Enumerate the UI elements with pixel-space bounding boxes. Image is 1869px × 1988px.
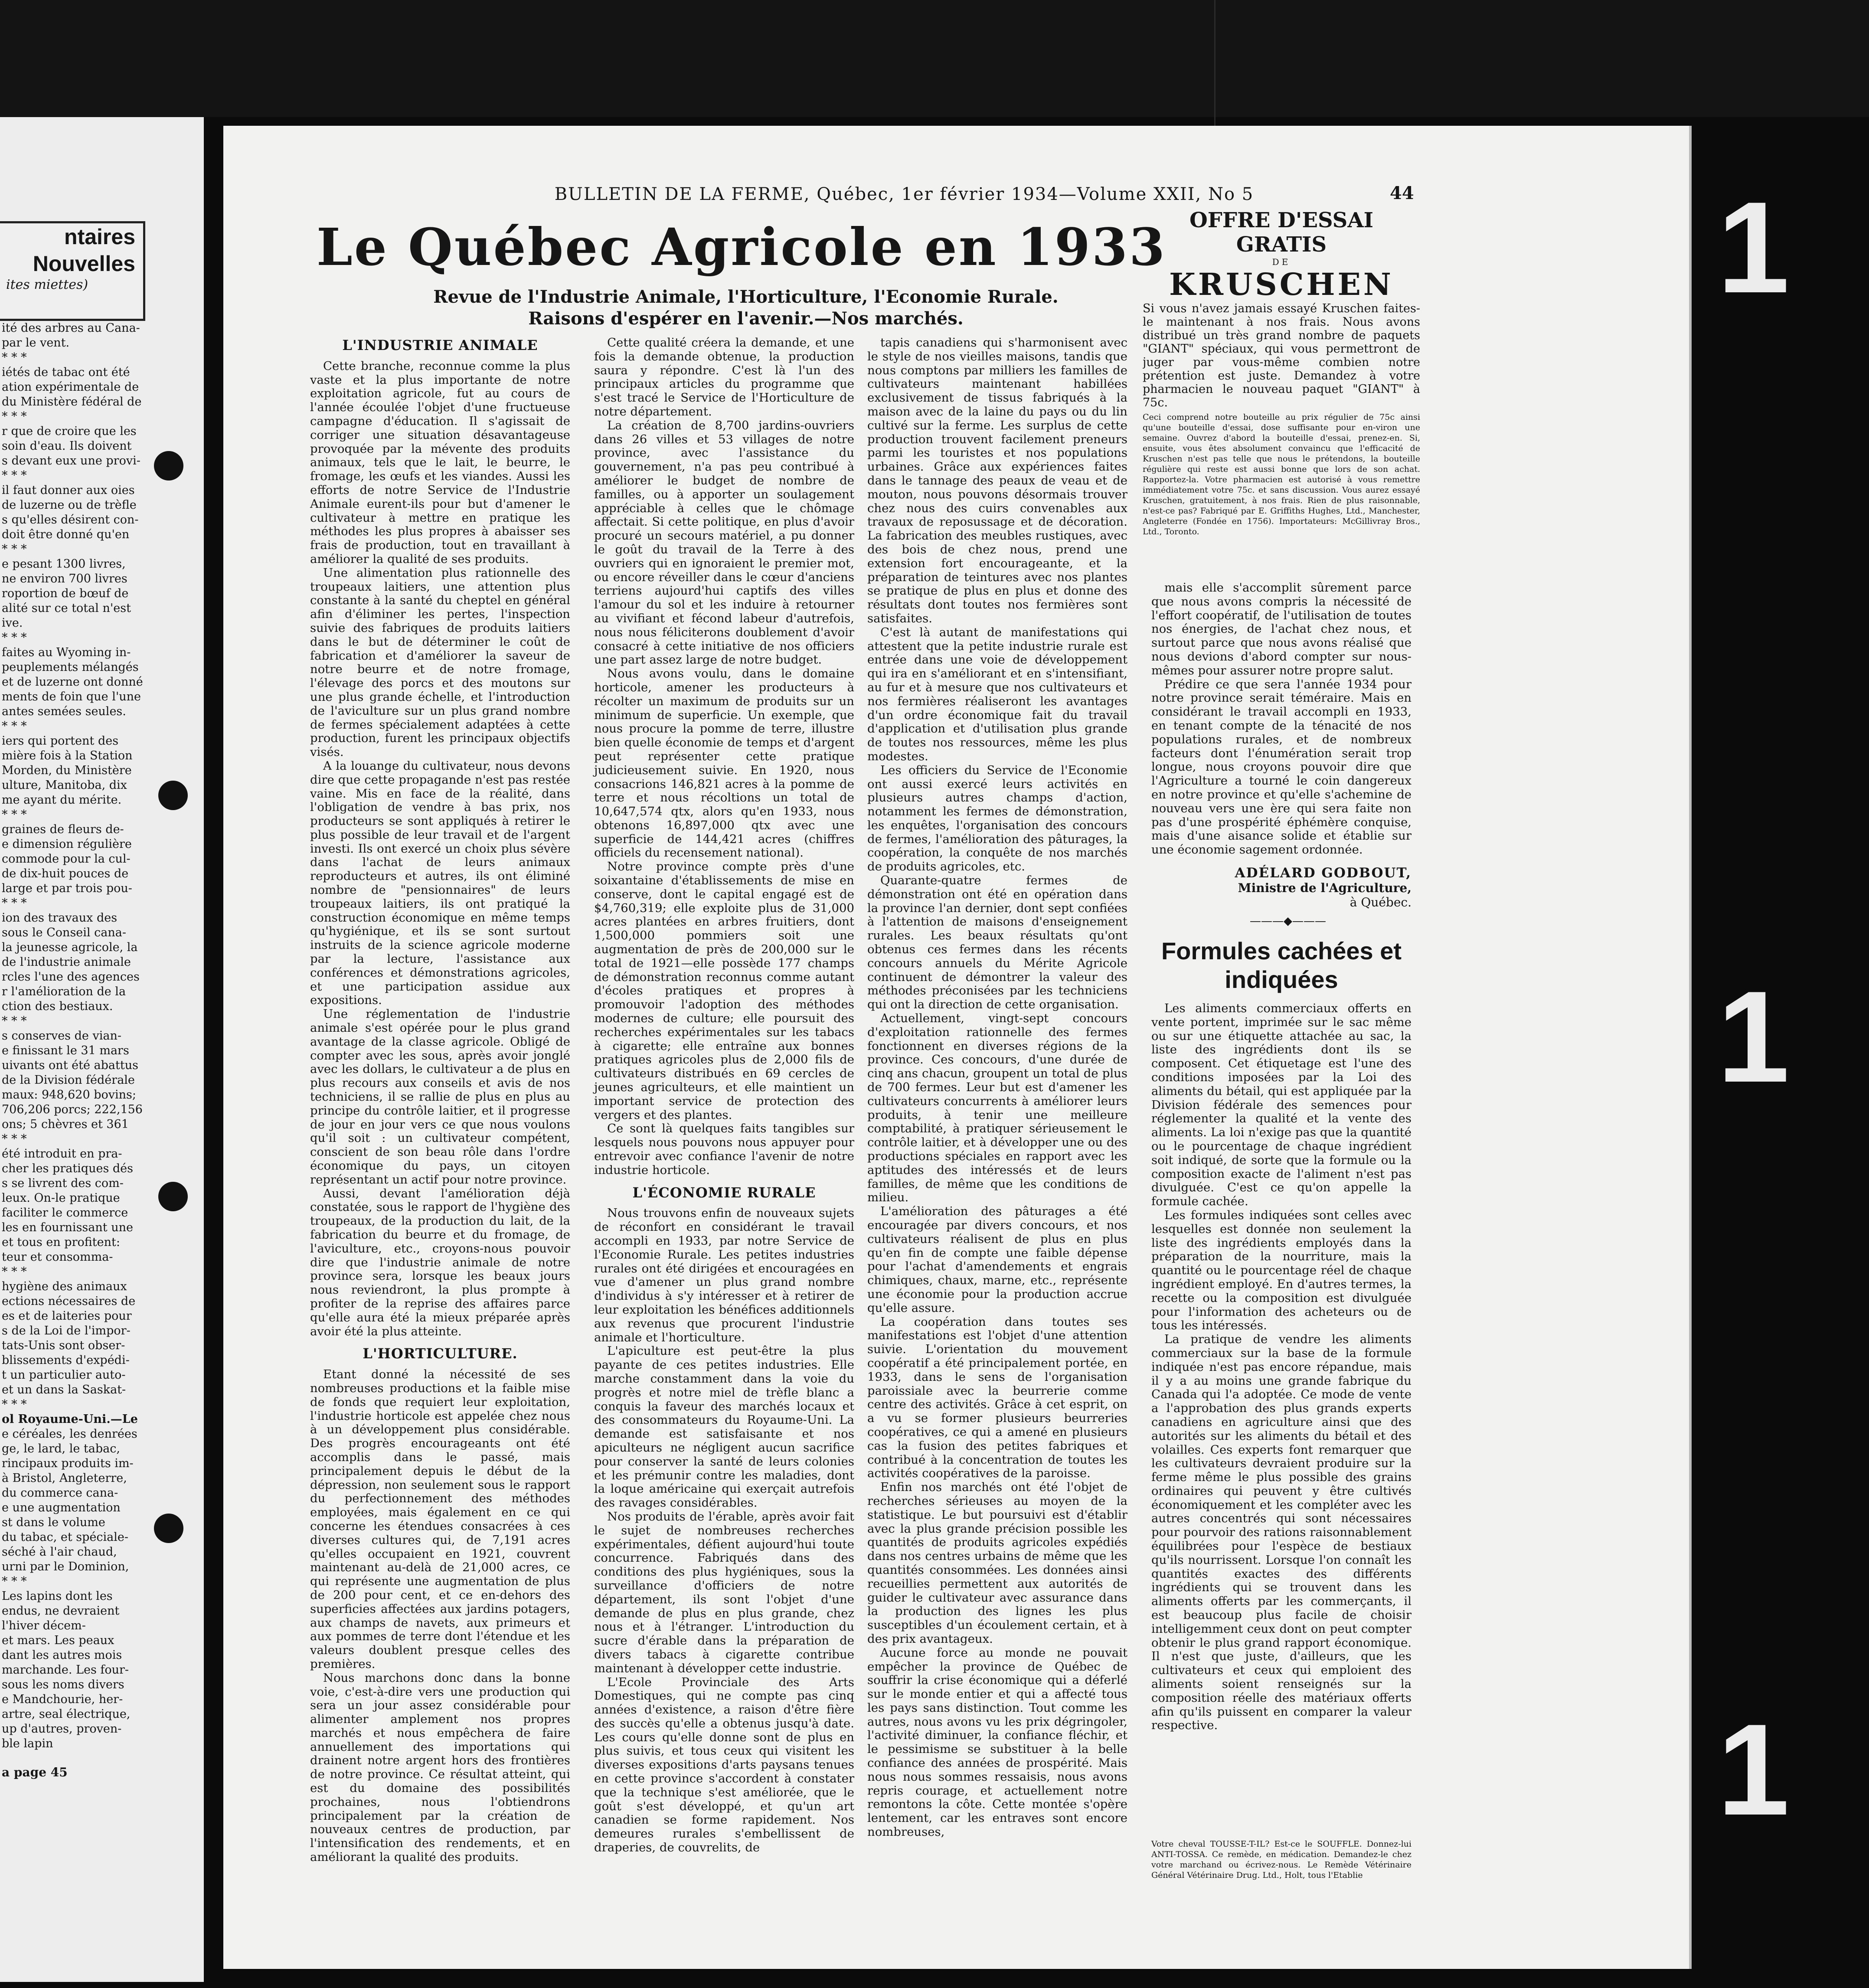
- left-page-line: à Bristol, Angleterre,: [2, 1471, 127, 1485]
- subtitle-line: Raisons d'espérer en l'avenir.—Nos marchés.: [528, 308, 964, 329]
- left-page-line: de luzerne ou de trèfle: [2, 498, 137, 512]
- paragraph: Quarante-quatre fermes de démonstration ont été en opération dans la province l'an dernier, dont sept confiées à l'attention de maisons d'enseignement rurales. Les beaux résultats qu'ont obtenus ces fermes dans les récents concours annuels du Mérite Agricole continuent de démontrer la valeur des méthodes préconisées par les techniciens qui ont la direction de cette organisation.: [867, 873, 1127, 1012]
- left-page-line: e dimension régulière: [2, 837, 132, 851]
- punch-hole: [154, 1514, 183, 1543]
- left-page-line: uivants ont été abattus: [2, 1059, 138, 1072]
- left-page-line: alité sur ce total n'est: [2, 602, 131, 615]
- left-page-line: t un particulier auto-: [2, 1368, 126, 1382]
- left-page-line: ons; 5 chèvres et 361: [2, 1118, 129, 1131]
- margin-mark: 1: [1717, 174, 1790, 320]
- left-page-line: rincipaux produits im-: [2, 1457, 134, 1470]
- left-page-line: e une augmentation: [2, 1501, 121, 1514]
- left-page-line: r l'amélioration de la: [2, 985, 126, 998]
- left-page-line: ité des arbres au Cana-: [2, 321, 140, 335]
- left-page-line: large et par trois pou-: [2, 882, 132, 895]
- paragraph: La pratique de vendre les aliments commerciaux sur la base de la formule indiquée n'est pas encore répandue, mais il y a au moins une grande fabrique du Canada qui l'a adoptée. Ce mode de vente a l'approbation des plus grands experts canadiens en agriculture ainsi que des autorités sur les aliments du bétail et des volailles. Ces experts font remarquer que les cultivateurs devraient produire sur la ferme même le plus possible des grains ordinaires qui peuvent y être cultivés économiquement et les compléter avec les autres concentrés qui sont nécessaires pour pourvoir des rations raisonnablement équilibrées pour l'espèce de bestiaux qu'ils nourrissent. Lorsque l'on connaît les quantités exactes des différents ingrédients qui se trouvent dans les aliments offerts par les commerçants, il est beaucoup plus facile de choisir intelligemment ceux dont on peut compter obtenir le plus grand rapport économique. Il n'est que juste, d'ailleurs, que les cultivateurs et ceux qui emploient des aliments soient renseignés sur la composition réelle des matériaux offerts afin qu'ils puissent en comparer la valeur respective.: [1151, 1332, 1412, 1733]
- paragraph: Etant donné la nécessité de ses nombreuses productions et la faible mise de fonds que requiert leur exploitation, l'industrie horticole est appelée chez nous à un développement plus considérable. Des progrès encourageants ont été accomplis dans le passé, mais principalement depuis le début de la dépression, non seulement sous le rapport du perfectionnement des méthodes employées, mais également en ce qui concerne les étendues consacrées à ces diverses cultures qui, de 7,191 acres qu'elles occupaient en 1921, couvrent maintenant au-delà de 21,000 acres, ce qui représente une augmentation de plus de 200 pour cent, et ce en-dehors des superficies affectées aux jardins potagers, aux champs de navets, aux primeurs et aux pommes de terre dont l'étendue et les valeurs doublent presque celles des premières.: [310, 1367, 570, 1671]
- left-page-line: ol Royaume-Uni.—Le: [2, 1413, 138, 1426]
- left-page-line: * * *: [2, 896, 27, 910]
- col2-paragraphs: [594, 336, 854, 1177]
- col3-paragraphs: [867, 336, 1127, 1839]
- signature-role: Ministre de l'Agriculture,: [1238, 881, 1412, 895]
- left-page-line: e Mandchourie, her-: [2, 1693, 123, 1706]
- article-column-2: [594, 336, 854, 1855]
- article-conclusion: [1151, 581, 1412, 857]
- ad-brand: KRUSCHEN: [1169, 266, 1394, 302]
- punch-hole: [154, 451, 183, 481]
- left-page-line: s se livrent des com-: [2, 1177, 124, 1190]
- paragraph: Aussi, devant l'amélioration déjà constatée, sous le rapport de l'hygiène des troupeaux, de la production du lait, de la fabrication du beurre et du fromage, de l'aviculture, etc., croyons-nous pouvoir dire que l'industrie animale de notre province sera, lorsque les beaux jours nous reviendront, la plus prompte à profiter de la reprise des affaires parce qu'elle aura été la mieux préparée après avoir été la plus atteinte.: [310, 1186, 570, 1338]
- left-page-line: es et de laiteries pour: [2, 1309, 132, 1323]
- left-page-line: * * *: [2, 1132, 27, 1146]
- left-page-heading-2: Nouvelles: [33, 252, 135, 276]
- left-page-line: et de luzerne ont donné: [2, 675, 143, 689]
- left-page-line: artre, seal électrique,: [2, 1707, 131, 1721]
- margin-mark: 1: [1717, 1697, 1790, 1842]
- left-page-column: [0, 321, 152, 1751]
- left-page-line: s qu'elles désirent con-: [2, 513, 139, 526]
- left-page-line: ments de foin que l'une: [2, 690, 141, 703]
- left-page-line: * * *: [2, 351, 27, 364]
- left-page-line: up d'autres, proven-: [2, 1722, 122, 1736]
- paragraph: Notre province compte près d'une soixantaine d'établissements de mise en conserve, dont le capital engagé est de $4,760,319; elle exploite plus de 31,000 acres plantées en arbres fruitiers, dont 1,500,000 pommiers soit une augmentation de près de 200,000 sur le total de 1921—elle possède 177 champs de démonstration reconnus comme autant d'écoles pratiques et propres à promouvoir l'adoption des méthodes modernes de culture; elle poursuit des recherches expérimentales sur les tabacs à cigarette; elle entraîne aux bonnes pratiques agricoles plus de 2,000 fils de cultivateurs distribués en 69 cercles de jeunes agriculteurs, et elle maintient un important service de protection des vergers et des plantes.: [594, 860, 854, 1122]
- left-page-line: du tabac, et spéciale-: [2, 1530, 128, 1544]
- left-page-line: Morden, du Ministère: [2, 764, 132, 777]
- section-heading-industrie: L'INDUSTRIE ANIMALE: [342, 337, 538, 353]
- left-page-line: il faut donner aux oies: [2, 484, 135, 497]
- left-page-line: rcles l'une des agences: [2, 970, 140, 984]
- left-page-line: * * *: [2, 719, 27, 733]
- paragraph: Les aliments commerciaux offerts en vente portent, imprimée sur le sac même ou sur une étiquette attachée au sac, la liste des ingrédients dont ils se composent. Cet étiquetage est l'une des conditions imposées par la Loi des aliments du bétail, qui est appliquée par la Division fédérale des semences pour réglementer la qualité et la vente des aliments. La loi n'exige pas que la quantité ou le pourcentage de chaque ingrédient soit indiqué, de sorte que la formule ou la composition exacte de l'aliment n'est pas divulguée. C'est ce qu'on appelle la formule cachée.: [1151, 1001, 1412, 1209]
- left-page-line: iétés de tabac ont été: [2, 366, 130, 379]
- paragraph: La coopération dans toutes ses manifestations est l'objet d'une attention suivie. L'orientation du mouvement coopératif a été principalement portée, en 1933, dans le sens de l'organisation paroissiale avec la beurrerie comme centre des activités. Grâce à cet esprit, on a vu se former plusieurs beurreries coopératives, ce qui a amené en plusieurs cas la fusion des petites fabriques et contribué à la concentration de toutes les activités coopératives de la paroisse.: [867, 1314, 1127, 1481]
- article-column-3: [867, 336, 1127, 1839]
- left-page-line: peuplements mélangés: [2, 660, 139, 674]
- paragraph: L'apiculture est peut-être la plus payante de ces petites industries. Elle marche constamment dans la voie du progrès et notre miel de trèfle blanc a conquis la faveur des marchés locaux et des consommateurs du Royaume-Uni. La demande est satisfaisante et nos apiculteurs ne négligent aucun sacrifice pour conserver la santé de leurs colonies et les prémunir contre les maladies, dont la loque américaine qui exerçait autrefois des ravages considérables.: [594, 1344, 854, 1510]
- left-page-line: doit être donné qu'en: [2, 528, 130, 541]
- left-page-line: de dix-huit pouces de: [2, 867, 129, 880]
- left-page-heading-1: ntaires: [64, 225, 135, 249]
- left-page-line: et mars. Les peaux: [2, 1634, 114, 1647]
- left-page-line: * * *: [2, 808, 27, 821]
- left-page-line: de la Division fédérale: [2, 1073, 135, 1087]
- left-page-line: par le vent.: [2, 336, 70, 350]
- left-page-line: * * *: [2, 1014, 27, 1028]
- left-page-heading-sub: ites miettes): [6, 277, 88, 292]
- ad-fine-print: Ceci comprend notre bouteille au prix régulier de 75c ainsi qu'une bouteille d'essai, dose suffisante pour en-viron une semaine. Ouvrez d'abord la bouteille d'essai, prenez-en. Si, ensuite, vous êtes absolument convaincu que l'efficacité de Kruschen n'est pas telle que nous le prétendons, la bouteille régulière qui reste est aussi bonne que lors de son achat. Rapportez-la. Votre pharmacien est autorisé à vous remettre immédiatement votre 75c. et sans discussion. Vous aurez essayé Kruschen, gratuitement, à nos frais. Rien de plus raisonnable, n'est-ce pas? Fabriqué par E. Griffiths Hughes, Ltd., Manchester, Angleterre (Fondée en 1756). Importateurs: McGillivray Bros., Ltd., Toronto.: [1143, 412, 1420, 536]
- left-page-line: tats-Unis sont obser-: [2, 1339, 125, 1352]
- left-page-line: la jeunesse agricole, la: [2, 941, 138, 954]
- punch-hole: [158, 1182, 188, 1211]
- left-page-line: blissements d'expédi-: [2, 1354, 130, 1367]
- section-heading-horticulture: L'HORTICULTURE.: [363, 1345, 518, 1362]
- left-page-line: urni par le Dominion,: [2, 1560, 129, 1573]
- article-subtitle: [410, 286, 1082, 330]
- paragraph: tapis canadiens qui s'harmonisent avec le style de nos vieilles maisons, tandis que nous comptons par milliers les familles de cultivateurs maintenant habillées exclusivement de tissus fabriqués à la maison avec de la laine du pays ou du lin cultivé sur la ferme. Les surplus de cette production trouvent facilement preneurs parmi les touristes et nos populations urbaines. Grâce aux expériences faites dans le tannage des peaux de veau et de mouton, nous pouvons désormais trouver chez nous des cuirs convenables aux travaux de reposussage et de décoration. La fabrication des meubles rustiques, avec des bois de chez nous, prend une extension fort encourageante, et la préparation de teintures avec nos plantes se pratique de plus en plus et donne des résultats dont toutes nos fermières sont satisfaites.: [867, 336, 1127, 625]
- left-page-line: ion des travaux des: [2, 911, 118, 925]
- article-column-1: [310, 336, 570, 1864]
- paragraph: Cette qualité créera la demande, et une fois la demande obtenue, la production saura y répondre. C'est là l'un des principaux articles du programme que s'est tracé le Service de l'Horticulture de notre département.: [594, 336, 854, 419]
- newspaper-page: [223, 126, 1692, 1969]
- paragraph: Nos produits de l'érable, après avoir fait le sujet de nombreuses recherches expérimentales, défient aujourd'hui toute concurrence. Fabriqués dans des conditions des plus hygiéniques, sous la surveillance d'officiers de notre département, ils sont l'objet d'une demande de plus en plus grande, chez nous et à l'étranger. L'introduction du sucre d'érable dans la préparation de divers tabacs à cigarette contribue maintenant à développer cette industrie.: [594, 1509, 854, 1675]
- left-page-line: * * *: [2, 1398, 27, 1411]
- left-page-line: * * *: [2, 410, 27, 423]
- punch-hole: [158, 781, 188, 810]
- paragraph: mais elle s'accomplit sûrement parce que nous avons compris la nécessité de l'effort coopératif, de l'utilisation de toutes nos énergies, de l'achat chez nous, et surtout parce que nous avons réalisé que nous devions d'abord compter sur nous-mêmes pour assurer notre propre salut.: [1151, 581, 1412, 677]
- left-page-line: faites au Wyoming in-: [2, 646, 131, 659]
- left-page-line: st dans le volume: [2, 1516, 105, 1529]
- section-heading-economie: L'ÉCONOMIE RURALE: [632, 1184, 816, 1201]
- left-page-line: mière fois à la Station: [2, 749, 133, 762]
- left-page-line: ble lapin: [2, 1737, 53, 1750]
- left-page-line: Les lapins dont les: [2, 1589, 113, 1603]
- left-page-line: et tous en profitent:: [2, 1236, 120, 1249]
- paragraph: Enfin nos marchés ont été l'objet de recherches sérieuses au moyen de la statistique. Le but poursuivi est d'établir avec la plus grande précision possible les quantités de produits agricoles expédiés dans nos centres urbains de même que les quantités consommées. Les données ainsi recueillies permettent aux autorités de guider le cultivateur avec assurance dans la production des lignes les plus susceptibles d'un écoulement certain, et à des prix avantageux.: [867, 1480, 1127, 1646]
- margin-mark: 1: [1717, 964, 1790, 1109]
- left-page-line: * * *: [2, 469, 27, 482]
- paragraph: Cette branche, reconnue comme la plus vaste et la plus importante de notre exploitation agricole, fut au cours de l'année écoulée l'objet d'une fructueuse campagne d'éducation. Il s'agissait de corriger une situation désavantageuse provoquée par la mévente des produits animaux, tels que le lait, le beurre, le fromage, les œufs et les viandes. Aussi les efforts de notre Service de l'Industrie Animale eurent-ils pour but d'amener le cultivateur à mettre en pratique les méthodes les plus propres à abaisser ses frais de production, tout en travaillant à améliorer la qualité de ses produits.: [310, 359, 570, 566]
- left-page-line: marchande. Les four-: [2, 1663, 129, 1677]
- left-page-line: e céréales, les denrées: [2, 1427, 137, 1441]
- signature-place: à Québec.: [1349, 895, 1412, 909]
- left-page-line: l'hiver décem-: [2, 1619, 86, 1632]
- paragraph: Les formules indiquées sont celles avec lesquelles est donnée non seulement la liste des ingrédients employés dans la préparation de la nourriture, mais la quantité ou le pourcentage réel de chaque ingrédient employé. En d'autres termes, la recette ou la composition est divulguée pour l'information des acheteurs ou de tous les intéressés.: [1151, 1208, 1412, 1333]
- paragraph: Aucune force au monde ne pouvait empêcher la province de Québec de souffrir la crise économique qui a déferlé sur le monde entier et qui a affecté tous les pays sans distinction. Tout comme les autres, nous avons vu les prix dégringoler, l'activité diminuer, la confiance fléchir, et le pessimisme se substituer à la belle confiance des années de prospérité. Mais nous nous sommes ressaisis, nous avons repris courage, et actuellement notre remontons la côte. Cette montée s'opère lentement, car les entraves sont encore nombreuses,: [867, 1645, 1127, 1839]
- left-page-line: du Ministère fédéral de: [2, 395, 142, 409]
- ad-body: Si vous n'avez jamais essayé Kruschen faites-le maintenant à nos frais. Nous avons distribué un très grand nombre de paquets "GIANT" spéciaux, qui vous permettront de juger par vous-même combien notre prétention est juste. Demandez à votre pharmacien le nouveau paquet "GIANT" à 75c.: [1143, 302, 1420, 409]
- left-page-line: sous les noms divers: [2, 1678, 124, 1691]
- left-page-line: e finissant le 31 mars: [2, 1044, 129, 1057]
- left-page-line: les en fournissant une: [2, 1221, 133, 1234]
- left-page-line: * * *: [2, 1575, 27, 1588]
- paragraph: Nous trouvons enfin de nouveaux sujets de réconfort en considérant le travail accompli en 1933, par notre Service de l'Economie Rurale. Les petites industries rurales ont été dirigées et encouragées en vue d'amener un plus grand nombre d'individus à s'y intéresser et à retirer de leur exploitation les bénéfices additionnels aux revenus que procurent l'industrie animale et l'horticulture.: [594, 1206, 854, 1344]
- article-signature: [1164, 865, 1412, 933]
- paragraph: Les officiers du Service de l'Economie ont aussi exercé leurs activités en plusieurs autres champs d'action, notamment les fermes de démonstration, les enquêtes, l'organisation des concours de fermes, l'amélioration des pâturages, la coopération, la conquête de nos marchés de produits agricoles, etc.: [867, 763, 1127, 874]
- left-page-line: * * *: [2, 543, 27, 556]
- paragraph: Une alimentation plus rationnelle des troupeaux laitiers, une attention plus constante à la santé du cheptel en général afin d'éliminer les pertes, l'inspection suivie des fabriques de produits laitiers dans le but de déterminer le coût de fabrication et d'améliorer la saveur de notre beurre et de notre fromage, l'élevage des porcs et des moutons sur une plus grande échelle, et l'introduction de l'aviculture sur un plus grand nombre de fermes spécialement adaptées à cette production, furent les principaux objectifs visés.: [310, 566, 570, 759]
- paragraph: Ce sont là quelques faits tangibles sur lesquels nous pouvons nous appuyer pour entrevoir avec confiance l'avenir de notre industrie horticole.: [594, 1122, 854, 1177]
- col2-economie-paragraphs: [594, 1207, 854, 1854]
- formules-heading: Formules cachées et indiquées: [1161, 937, 1402, 993]
- left-page-line: roportion de bœuf de: [2, 587, 129, 600]
- left-page-line: ge, le lard, le tabac,: [2, 1442, 120, 1455]
- page-number: 44: [1390, 183, 1414, 203]
- left-page-line: du commerce cana-: [2, 1486, 118, 1500]
- col1-paragraphs: [310, 360, 570, 1339]
- left-page-line: r que de croire que les: [2, 425, 137, 438]
- signature-name: ADÉLARD GODBOUT,: [1235, 865, 1412, 881]
- left-page-line: me ayant du mérite.: [2, 793, 122, 807]
- left-page-line: iers qui portent des: [2, 734, 119, 748]
- left-page-line: été introduit en pra-: [2, 1147, 122, 1161]
- formules-article: [1151, 1002, 1412, 1733]
- paragraph: Nous avons voulu, dans le domaine horticole, amener les producteurs à récolter un maximum de produits sur un minimum de superficie. Un exemple, que nous procure la pomme de terre, illustre bien quelle économie de temps et d'argent peut représenter cette pratique judicieusement suivie. En 1920, nous consacrions 146,821 acres à la pomme de terre et nous récoltions un total de 10,647,574 qtx, alors qu'en 1933, nous obtenons 16,897,000 qtx avec une superficie de 144,421 acres (chiffres officiels du recensement national).: [594, 667, 854, 860]
- left-page-line: e pesant 1300 livres,: [2, 557, 126, 571]
- left-page-line: ation expérimentale de: [2, 380, 139, 394]
- left-page-line: leux. On-le pratique: [2, 1191, 120, 1205]
- left-page-line: s de la Loi de l'impor-: [2, 1324, 131, 1337]
- left-page-footer: a page 45: [2, 1765, 68, 1779]
- paragraph: Actuellement, vingt-sept concours d'exploitation rationnelle des fermes fonctionnent en diverses régions de la province. Ces concours, d'une durée de cinq ans chacun, groupent un total de plus de 700 fermes. Leur but est d'amener les cultivateurs concurrents à améliorer leurs produits, à tenir une meilleure comptabilité, à pratiquer sérieusement le contrôle laitier, et à développer une ou des productions spéciales en rapport avec les aptitudes des intéressés et de leurs familles, de même que les conditions de milieu.: [867, 1011, 1127, 1205]
- left-page-header-box: [0, 221, 145, 321]
- col1-horticulture-paragraphs: [310, 1368, 570, 1864]
- left-page-line: s conserves de vian-: [2, 1029, 121, 1043]
- paragraph: Prédire ce que sera l'année 1934 pour notre province serait téméraire. Mais en considérant le travail accompli en 1933, en tenant compte de la ténacité de nos populations rurales, et de nombreux facteurs dont l'énumération serait trop longue, nous croyons pouvoir dire que l'Agriculture a tourné le coin dangereux en notre province et qu'elle s'achemine de nouveau vers une ère qui sera faite non pas d'une prospérité éphémère conquise, mais d'une aisance solide et établie sur une économie sagement ordonnée.: [1151, 677, 1412, 857]
- separator-ornament: ———◆———: [1250, 915, 1326, 928]
- paragraph: La création de 8,700 jardins-ouvriers dans 26 villes et 53 villages de notre province, avec l'assistance du gouvernement, n'a pas peu contribué à améliorer le budget de nombre de familles, ou à apporter un soulagement appréciable à celles que le chômage affectait. Si cette politique, en plus d'avoir procuré un secours matériel, a pu donner le goût du travail de la Terre à des ouvriers qui en ignoraient le premier mot, ou encore réveiller dans le cœur d'anciens terriens aujourd'hui captifs des villes l'amour du sol et les induire à retourner au vivifiant et fécond labeur d'autrefois, nous nous féliciterons doublement d'avoir consacré à cette initiative de nos officiers une part assez large de notre budget.: [594, 418, 854, 667]
- left-page-line: séché à l'air chaud,: [2, 1545, 117, 1559]
- subtitle-line: Revue de l'Industrie Animale, l'Horticulture, l'Economie Rurale.: [433, 287, 1059, 307]
- left-page-line: * * *: [2, 1265, 27, 1278]
- left-page-line: s devant eux une provi-: [2, 454, 141, 468]
- left-page-line: ne environ 700 livres: [2, 572, 127, 585]
- left-page-line: soin d'eau. Ils doivent: [2, 439, 132, 453]
- left-page-line: hygiène des animaux: [2, 1280, 127, 1293]
- paragraph: L'amélioration des pâturages a été encouragée par divers concours, et nos cultivateurs réalisent de plus en plus qu'en fin de compte une faible dépense pour l'achat d'amendements et engrais chimiques, chaux, marne, etc., représente une économie pour la production accrue qu'elle assure.: [867, 1204, 1127, 1315]
- left-page-line: * * *: [2, 631, 27, 644]
- left-page-line: ction des bestiaux.: [2, 1000, 113, 1013]
- paragraph: Une réglementation de l'industrie animale s'est opérée pour le plus grand avantage de la classe agricole. Obligé de compter avec les sous, après avoir jonglé avec les dollars, le cultivateur a de plus en plus recours aux conseils et avis de nos techniciens, il se rallie de plus en plus au principe du contrôle laitier, et il progresse de jour en jour vers ce que nous voulons qu'il soit : un cultivateur compétent, conscient de son beau rôle dans l'ordre économique du pays, un citoyen représentant un actif pour notre province.: [310, 1007, 570, 1187]
- left-page-line: 706,206 porcs; 222,156: [2, 1103, 143, 1116]
- left-page-line: maux: 948,620 bovins;: [2, 1088, 136, 1102]
- left-page-line: ulture, Manitoba, dix: [2, 778, 127, 792]
- left-page-line: ive.: [2, 616, 23, 630]
- running-head: BULLETIN DE LA FERME, Québec, 1er février 1934—Volume XXII, No 5: [554, 184, 1254, 204]
- film-tick: [1214, 0, 1216, 126]
- left-page-line: graines de fleurs de-: [2, 823, 124, 836]
- left-page-line: faciliter le commerce: [2, 1206, 128, 1220]
- left-page-line: cher les pratiques dés: [2, 1162, 134, 1175]
- ad-title: OFFRE D'ESSAI GRATIS: [1189, 208, 1374, 257]
- left-adjacent-page: [0, 117, 204, 1982]
- left-page-line: sous le Conseil cana-: [2, 926, 126, 939]
- ad-de: DE: [1272, 257, 1291, 267]
- article-title: Le Québec Agricole en 1933: [316, 217, 1167, 277]
- left-page-line: endus, ne devraient: [2, 1604, 120, 1618]
- left-page-line: et un dans la Saskat-: [2, 1383, 126, 1396]
- tossa-advertisement: Votre cheval TOUSSE-T-IL? Est-ce le SOUFFLE. Donnez-lui ANTI-TOSSA. Ce remède, en médication. Demandez-le chez votre marchand ou écrivez-nous. Le Remède Vétérinaire Général Vétérinaire Drug. Ltd., Holt, tous l'Etablie: [1151, 1839, 1412, 1880]
- film-top-band: [0, 0, 1869, 117]
- left-page-line: antes semées seules.: [2, 705, 126, 718]
- paragraph: A la louange du cultivateur, nous devons dire que cette propagande n'est pas restée vaine. Mis en face de la réalité, dans l'obligation de vendre à bas prix, nos producteurs se sont appliqués à retirer le plus possible de leur travail et de l'argent investi. Ils ont exercé un choix plus sévère dans l'achat de leurs animaux reproducteurs et autres, ils ont éliminé nombre de "pensionnaires" de leurs troupeaux laitiers, ils ont pratiqué la construction économique en même temps qu'hygiénique, et ils se sont surtout instruits de la science agricole moderne par la lecture, l'assistance aux conférences et démonstrations agricoles, et une participation assidue aux expositions.: [310, 759, 570, 1007]
- left-page-line: commode pour la cul-: [2, 852, 131, 866]
- left-page-line: ections nécessaires de: [2, 1295, 136, 1308]
- paragraph: C'est là autant de manifestations qui attestent que la petite industrie rurale est entrée dans une voie de développement qui ira en s'améliorant et en s'intensifiant, au fur et à mesure que nos cultivateurs et nos fermières réaliseront les avantages d'un ordre économique fait du travail d'application et d'utilisation plus grande de toutes nos ressources, même les plus modestes.: [867, 625, 1127, 763]
- left-page-line: dant les autres mois: [2, 1648, 122, 1662]
- left-page-line: teur et consomma-: [2, 1250, 113, 1264]
- left-page-line: de l'industrie animale: [2, 955, 131, 969]
- paragraph: L'Ecole Provinciale des Arts Domestiques, qui ne compte pas cinq années d'existence, a raison d'être fière des succès qu'elle a obtenus jusqu'à date. Les cours qu'elle donne sont de plus en plus suivis, et tous ceux qui visitent les diverses expositions d'arts paysans tenues en cette province s'accordent à constater que la technique s'est améliorée, que le goût s'est développé, et qu'un art canadien se forme rapidement. Nos demeures rurales s'embellissent de draperies, de couvrelits, de: [594, 1675, 854, 1855]
- paragraph: Nous marchons donc dans la bonne voie, c'est-à-dire vers une production qui sera un jour assez considérable pour alimenter amplement nos propres marchés et nous empêchera de faire annuellement des importations qui drainent notre argent hors des frontières de notre province. Ce résultat atteint, qui est du domaine des possibilités prochaines, nous l'obtiendrons principalement par la création de nouveaux centres de production, par l'intensification des rendements, et en améliorant la qualité des produits.: [310, 1671, 570, 1864]
